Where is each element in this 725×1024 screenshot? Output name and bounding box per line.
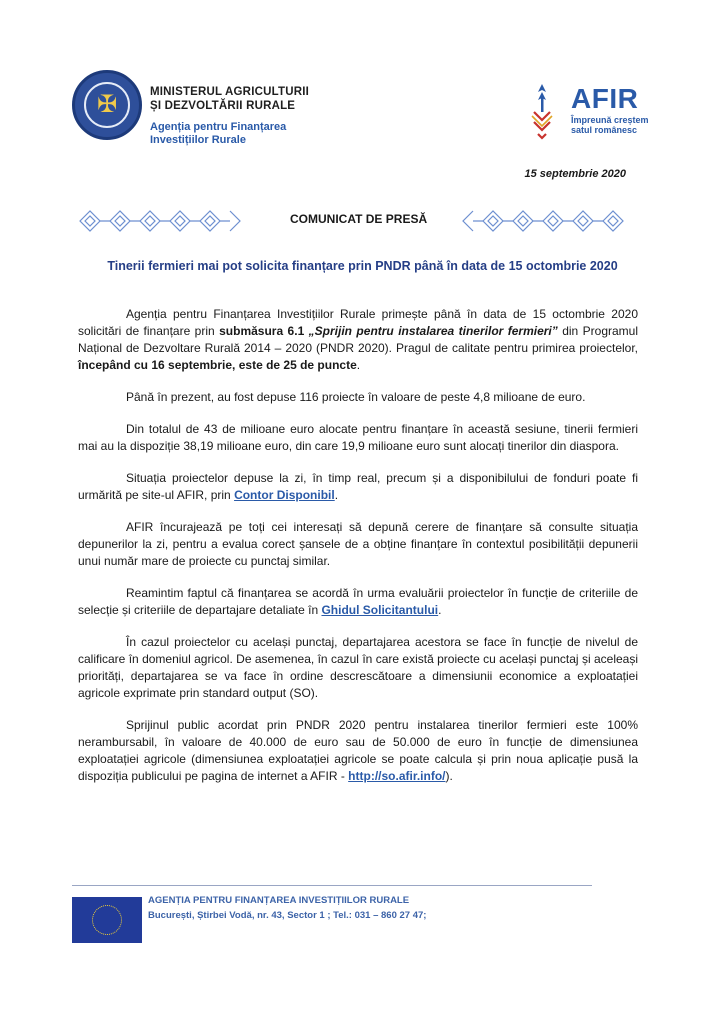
p1-text-d: din Programul Național de Dezvoltare Rurală 2014 – 2020 (PNDR 2020). Pragul de calitate pentru primirea proiectelor, [78, 324, 639, 355]
release-date: 15 septembrie 2020 [524, 168, 626, 180]
agency-line-2: Investițiilor Rurale [150, 134, 246, 146]
p1-threshold: începând cu 16 septembrie, este de 25 de puncte [78, 358, 357, 372]
footer-address: București, Știrbei Vodă, nr. 43, Sector 1 ; Tel.: 031 – 860 27 47; [148, 910, 427, 921]
article-body [78, 306, 638, 800]
p8-text-a: Sprijinul public acordat prin PNDR 2020 pentru instalarea tinerilor fermieri este 100% nerambursabil, în valoare de 40.000 de euro sau de 50.000 de euro în funcție de dimensiunea exploatației agricole (dimensiunea exploatației agricole se poate calcula și prin noua aplicație pusă la dispoziția publicului pe pagina de internet a AFIR - [78, 718, 638, 783]
eu-flag-icon [72, 897, 142, 943]
p6-text-a: Reamintim faptul că finanțarea se acordă în urma evaluării proiectelor în funcție de criteriile de selecție și criteriile de departajare detaliate în [78, 586, 638, 617]
paragraph-1 [78, 306, 638, 374]
decorative-ornament-left-icon [76, 208, 246, 234]
decorative-ornament-right-icon [457, 208, 627, 234]
eu-stars-ring [92, 905, 122, 935]
ministry-line-2: ȘI DEZVOLTĂRII RURALE [150, 100, 296, 112]
eagle-crest-icon: ✠ [96, 90, 118, 118]
p1-text-f: . [356, 358, 361, 372]
p6-text-c: . [438, 603, 442, 617]
paragraph-6 [78, 585, 638, 619]
so-afir-link[interactable]: http://so.afir.info/ [348, 769, 446, 783]
paragraph-2: Până în prezent, au fost depuse 116 proiecte în valoare de peste 4,8 milioane de euro. [126, 390, 586, 404]
paragraph-5: AFIR încurajează pe toți cei interesați să depună cerere de finanțare să consulte situația depunerilor la zi, pentru a evalua corect șansele de a obține finanțare în contextul posibilității depunerii unui număr mare de proiecte cu punctaj similar. [78, 520, 638, 568]
p1-submeasure: submăsura 6.1 [219, 324, 309, 338]
p4-text-a: Situația proiectelor depuse la zi, în timp real, precum și a disponibilului de fonduri poate fi urmărită pe site-ul AFIR, prin [78, 471, 638, 502]
headline: Tinerii fermieri mai pot solicita finanțare prin PNDR până în data de 15 octombrie 2020 [107, 259, 618, 273]
ministry-seal-logo [72, 70, 142, 140]
agency-line-1: Agenția pentru Finanțarea [150, 121, 287, 133]
paragraph-3: Din totalul de 43 de milioane euro alocate pentru finanțare în această sesiune, tinerii fermieri mai au la dispoziție 38,19 milioane euro, din care 19,9 milioane euro sunt alocați tinerilor din diaspora. [78, 422, 638, 453]
ministry-block [150, 85, 430, 147]
footer-divider [72, 885, 592, 886]
p1-text-a: Agenția pentru Finanțarea Investițiilor Rurale primește până în data de 15 octombrie 2020 solicitări de finanțare prin [78, 307, 638, 338]
paragraph-4 [78, 470, 638, 504]
p4-text-c: . [334, 488, 339, 502]
press-release-label: COMUNICAT DE PRESĂ [290, 212, 428, 226]
paragraph-7: În cazul proiectelor cu același punctaj, departajarea acestora se face în funcție de nivelul de calificare în domeniul agricol. De asemenea, în cazul în care există proiecte cu același punctaj și aceleași priorități, departajarea se va face în ordine descrescătoare a dimensiunii economice a exploatației agricole exprimate prin standard output (SO). [78, 635, 638, 700]
contor-disponibil-link[interactable]: Contor Disponibil [234, 488, 335, 502]
ghidul-solicitantului-link[interactable]: Ghidul Solicitantului [321, 603, 439, 617]
paragraph-8 [78, 717, 638, 785]
afir-title: AFIR [571, 83, 639, 114]
afir-tagline: Împreună creștem satul românesc [571, 115, 649, 135]
p1-measure-title: „Sprijin pentru instalarea tinerilor fermieri” [308, 324, 558, 338]
p8-text-c: ). [445, 769, 453, 783]
footer-agency-name: AGENȚIA PENTRU FINANȚAREA INVESTIȚIILOR RURALE [148, 895, 410, 906]
ministry-line-1: MINISTERUL AGRICULTURII [150, 86, 309, 98]
